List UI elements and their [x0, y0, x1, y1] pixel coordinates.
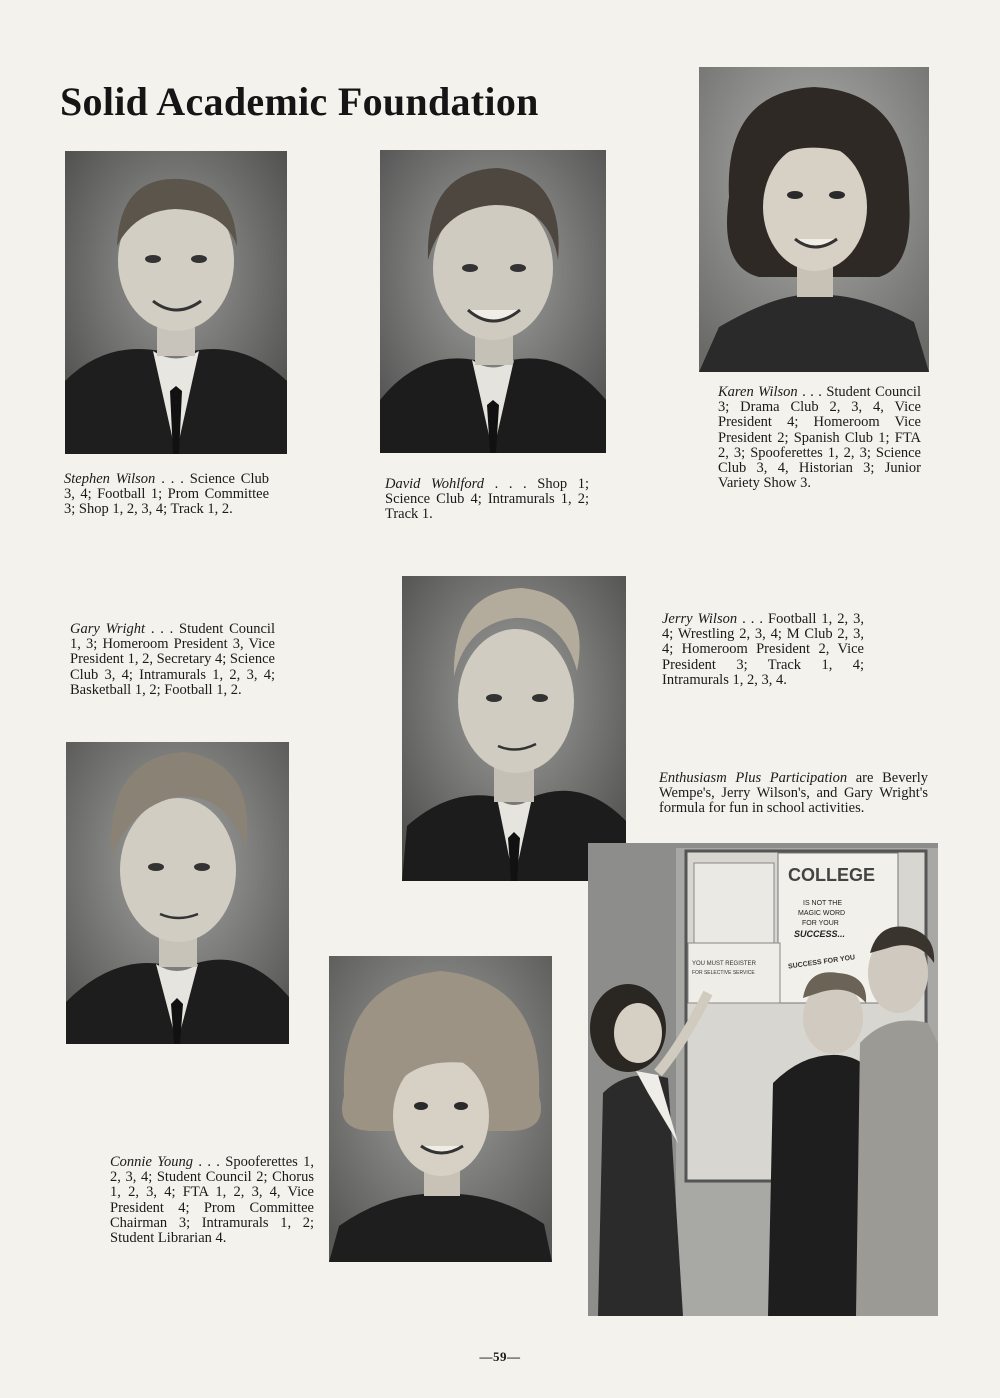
portrait-photo-gary-wright: [66, 742, 289, 1044]
student-name: David Wohlford: [385, 476, 484, 492]
caption-karen-wilson: [718, 385, 921, 491]
ellipsis: . . .: [155, 471, 190, 487]
activities: Football 1, 2, 3, 4; Wrestling 2, 3, 4; M Club 2, 3, 4; Homeroom President 2, Vice President 3; Track 1, 4; Intramurals 1, 2, 3, 4.: [662, 611, 865, 688]
activities: Spooferettes 1, 2, 3, 4; Student Council 2; Chorus 1, 2, 3, 4; FTA 1, 2, 3, 4, Vice President 4; Prom Committee Chairman 3; Intramurals 1, 2; Student Librarian 4.: [110, 1154, 315, 1247]
group-photo: [588, 843, 938, 1316]
portrait-photo-stephen-wilson: [65, 151, 287, 454]
poster-line-2: MAGIC WORD: [798, 910, 846, 917]
activities: Shop 1; Science Club 4; Intramurals 1, 2; Track 1.: [385, 476, 590, 523]
portrait-photo-karen-wilson: [699, 67, 929, 372]
page-number: —59—: [479, 1349, 521, 1364]
ellipsis: . . .: [145, 621, 179, 637]
activities: Student Council 1, 3; Homeroom President 3, Vice President 1, 2, Secretary 4; Science Club 3, 4; Intramurals 1, 2, 3, 4; Basketball 1, 2; Football 1, 2.: [70, 621, 275, 698]
student-name: Jerry Wilson: [662, 611, 738, 627]
student-name: Gary Wright: [70, 621, 146, 637]
poster-college-text: COLLEGE: [788, 865, 876, 885]
caption-lead: Enthusiasm Plus Participation: [659, 770, 848, 786]
student-name: Karen Wilson: [718, 384, 798, 400]
portrait-photo-jerry-wilson: [402, 576, 626, 881]
ellipsis: . . .: [737, 611, 769, 627]
student-name: Connie Young: [110, 1154, 193, 1170]
caption-gary-wright: [70, 622, 275, 698]
poster-register-sub: FOR SELECTIVE SERVICE: [692, 970, 755, 976]
ellipsis: . . .: [797, 384, 827, 400]
portrait-photo-david-wohlford: [380, 150, 606, 453]
caption-group-photo: [659, 771, 928, 817]
student-name: Stephen Wilson: [64, 471, 156, 487]
poster-success-text: SUCCESS FOR YOU: [787, 954, 856, 971]
poster-register-text: YOU MUST REGISTER: [692, 961, 756, 967]
caption-text: are Beverly Wempe's, Jerry Wilson's, and Gary Wright's formula for fun in school activities.: [659, 770, 929, 817]
portrait-photo-connie-young: [329, 956, 552, 1262]
caption-david-wohlford: [385, 477, 589, 523]
caption-stephen-wilson: [64, 472, 269, 518]
caption-jerry-wilson: [662, 612, 864, 688]
caption-connie-young: [110, 1155, 314, 1246]
page-title: Solid Academic Foundation: [60, 79, 539, 124]
poster-line-3: FOR YOUR: [802, 920, 839, 927]
ellipsis: . . .: [483, 476, 538, 492]
activities: Science Club 3, 4; Football 1; Prom Committee 3; Shop 1, 2, 3, 4; Track 1, 2.: [64, 471, 269, 518]
activities: Student Council 3; Drama Club 2, 3, 4, Vice President 4; Homeroom Vice President 2; Spanish Club 1; FTA 2, 3; Spooferettes 1, 2, 3; Science Club 3, 4, Historian 3; Junior Variety Show 3.: [718, 384, 921, 492]
poster-line-4: SUCCESS...: [794, 929, 846, 939]
poster-line-1: IS NOT THE: [803, 900, 843, 907]
ellipsis: . . .: [192, 1154, 226, 1170]
